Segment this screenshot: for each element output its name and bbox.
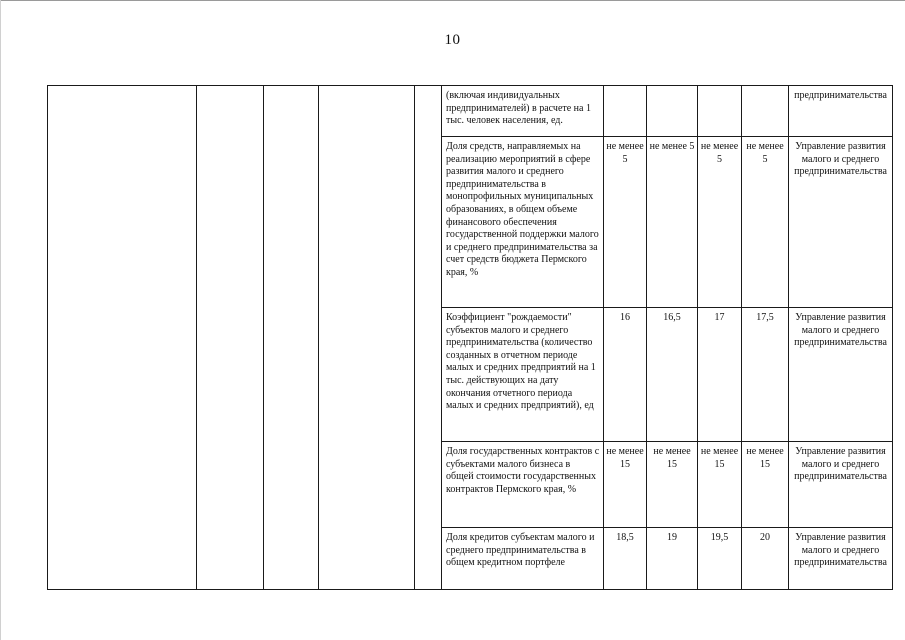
indicator-cell: (включая индивидуальных предпринимателей) в расчете на 1 тыс. человек населения, ед. — [442, 86, 604, 137]
value-cell: 19,5 — [698, 528, 742, 590]
value-cell: не менее 15 — [742, 442, 789, 528]
empty-column-cell — [319, 86, 415, 590]
scan-left-edge — [0, 0, 1, 640]
empty-column-cell — [197, 86, 264, 590]
scan-top-edge — [0, 0, 905, 1]
value-cell: не менее 15 — [604, 442, 647, 528]
value-cell: 17,5 — [742, 308, 789, 442]
responsible-cell: Управление развития малого и среднего предпринимательства — [789, 442, 893, 528]
empty-column-cell — [415, 86, 442, 590]
value-cell: 20 — [742, 528, 789, 590]
value-cell: не менее 15 — [698, 442, 742, 528]
value-cell — [647, 86, 698, 137]
value-cell: 16 — [604, 308, 647, 442]
empty-column-cell — [48, 86, 197, 590]
value-cell: 18,5 — [604, 528, 647, 590]
responsible-cell: Управление развития малого и среднего предпринимательства — [789, 137, 893, 308]
value-cell: не менее 5 — [698, 137, 742, 308]
value-cell — [698, 86, 742, 137]
page-number: 10 — [444, 32, 461, 48]
value-cell: не менее 15 — [647, 442, 698, 528]
value-cell: 19 — [647, 528, 698, 590]
value-cell — [604, 86, 647, 137]
indicator-cell: Коэффициент "рождаемости" субъектов малого и среднего предпринимательства (количество созданных в отчетном периоде малых и средних предприятий на 1 тыс. действующих на дату окончания отчетного периода малых и средних предприятий), ед — [442, 308, 604, 442]
responsible-cell: Управление развития малого и среднего предпринимательства — [789, 308, 893, 442]
indicators-table — [47, 85, 893, 590]
value-cell: не менее 5 — [742, 137, 789, 308]
value-cell — [742, 86, 789, 137]
indicator-cell: Доля средств, направляемых на реализацию мероприятий в сфере развития малого и среднего предпринимательства в монопрофильных муниципальных образованиях, в общем объеме финансового обеспечения государственной поддержки малого и среднего предпринимательства за счет средств бюджета Пермского края, % — [442, 137, 604, 308]
value-cell: 17 — [698, 308, 742, 442]
responsible-cell: Управление развития малого и среднего предпринимательства — [789, 528, 893, 590]
value-cell: не менее 5 — [647, 137, 698, 308]
indicator-cell: Доля кредитов субъектам малого и среднего предпринимательства в общем кредитном портфеле — [442, 528, 604, 590]
value-cell: не менее 5 — [604, 137, 647, 308]
table-row — [48, 86, 893, 137]
value-cell: 16,5 — [647, 308, 698, 442]
indicator-cell: Доля государственных контрактов с субъектами малого бизнеса в общей стоимости государственных контрактов Пермского края, % — [442, 442, 604, 528]
responsible-cell: предпринимательства — [789, 86, 893, 137]
empty-column-cell — [264, 86, 319, 590]
